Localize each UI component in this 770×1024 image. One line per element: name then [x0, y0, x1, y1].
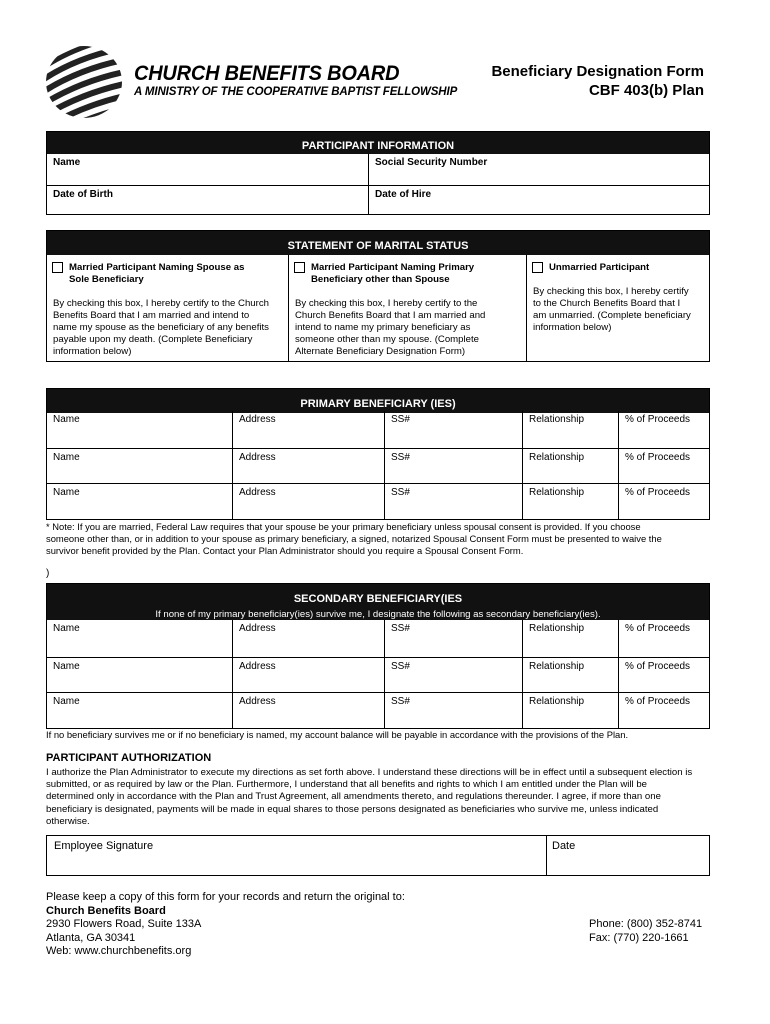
column-label: % of Proceeds: [625, 452, 691, 463]
return-web: Web: www.churchbenefits.org: [46, 945, 192, 957]
authorization-title: PARTICIPANT AUTHORIZATION: [46, 752, 212, 764]
name-field[interactable]: [47, 154, 369, 186]
marital-option-text: By checking this box, I hereby certify to the Church Benefits Board that I am married and intend to name my primary beneficiary as someone other than my spouse. (Complete Alternate Beneficiary Designation Form): [295, 298, 486, 357]
no-beneficiary-note: If no beneficiary survives me or if no beneficiary is named, my account balance will be payable in accordance with the provisions of the Plan.: [46, 729, 629, 740]
phone: Phone: (800) 352-8741: [589, 918, 703, 930]
marital-option-text: By checking this box, I hereby certify to the Church Benefits Board that I am married and intend to name my spouse as the beneficiary of any benefits payable upon my death. (Complete Beneficiary information below): [53, 298, 269, 357]
column-label: Relationship: [529, 623, 585, 634]
marital-option-unmarried: [527, 255, 709, 362]
primary-beneficiary-name-field[interactable]: [47, 484, 233, 519]
secondary-beneficiary-proceeds-field[interactable]: [619, 620, 709, 658]
spousal-consent-note: * Note: If you are married, Federal Law requires that your spouse be your primary beneficiary unless spousal consent is provided. If you choose someone other than, or in addition to your spouse as primary beneficiary, a signed, notarized Spousal Consent Form must be presented to waive the survivor benefit provided by the Plan. Contact your Plan Administrator should you require a Spousal Consent Form.: [46, 521, 662, 556]
primary-beneficiary-proceeds-field[interactable]: [619, 449, 709, 484]
ssn-label: Social Security Number: [375, 157, 488, 168]
secondary-beneficiary-subtitle: If none of my primary beneficiary(ies) survive me, I designate the following as secondary beneficiary(ies).: [155, 609, 601, 620]
primary-beneficiary-name-field[interactable]: [47, 411, 233, 449]
secondary-beneficiary-address-field[interactable]: [233, 658, 385, 693]
dob-field[interactable]: [47, 186, 369, 214]
column-label: Address: [239, 696, 276, 707]
column-label: Address: [239, 414, 276, 425]
dob-label: Date of Birth: [53, 189, 113, 200]
authorization-text: I authorize the Plan Administrator to execute my directions as set forth above. I understand these directions will be in effect until a subsequent election is submitted, or as required by law or the Plan. Furthermore, I understand that all benefits and rights to which I am entitled under the Plan will be determined only in accordance with the Plan and Trust Agreement, all amendments thereto, and regulations thereunder. I agree, if more than one beneficiary is designated, payments will be made in equal shares to those persons designated as beneficiaries who survive me, unless indicated otherwise.: [46, 767, 693, 827]
column-label: Relationship: [529, 661, 585, 672]
secondary-beneficiary-relationship-field[interactable]: [523, 658, 619, 693]
signature-box: [46, 835, 710, 876]
primary-beneficiary-address-field[interactable]: [233, 449, 385, 484]
marital-option-spouse: [47, 255, 289, 362]
contact-info: [589, 918, 702, 945]
column-label: Relationship: [529, 414, 585, 425]
secondary-beneficiary-relationship-field[interactable]: [523, 693, 619, 728]
primary-beneficiary-ss-field[interactable]: [385, 449, 523, 484]
marital-option-heading: Married Participant Naming Primary Beneficiary other than Spouse: [311, 262, 475, 285]
primary-beneficiary-title: PRIMARY BENEFICIARY (IES): [47, 389, 709, 413]
column-label: Name: [53, 452, 80, 463]
column-label: Address: [239, 452, 276, 463]
primary-beneficiary-relationship-field[interactable]: [523, 449, 619, 484]
column-label: % of Proceeds: [625, 661, 691, 672]
hire-date-label: Date of Hire: [375, 189, 432, 200]
primary-beneficiary-name-field[interactable]: [47, 449, 233, 484]
column-label: % of Proceeds: [625, 623, 691, 634]
column-label: SS#: [391, 696, 410, 707]
primary-beneficiary-address-field[interactable]: [233, 484, 385, 519]
marital-option-heading: Married Participant Naming Spouse as Sole Beneficiary: [69, 262, 245, 285]
column-label: Name: [53, 661, 80, 672]
column-label: SS#: [391, 661, 410, 672]
column-label: Relationship: [529, 452, 585, 463]
secondary-beneficiary-address-field[interactable]: [233, 693, 385, 728]
form-title: Beneficiary Designation Form: [491, 63, 704, 80]
primary-beneficiary-section: [46, 388, 710, 520]
marital-status-title: STATEMENT OF MARITAL STATUS: [47, 231, 709, 255]
striped-globe-logo-icon: [44, 44, 130, 120]
participant-info-title: PARTICIPANT INFORMATION: [47, 132, 709, 154]
name-label: Name: [53, 157, 81, 168]
secondary-beneficiary-header: [47, 584, 709, 620]
form-subtitle: CBF 403(b) Plan: [588, 82, 704, 99]
marital-option-text: By checking this box, I hereby certify to the Church Benefits Board that I am unmarried. (Complete beneficiary information below): [533, 286, 691, 333]
hire-date-field[interactable]: [369, 186, 709, 214]
column-label: Address: [239, 487, 276, 498]
return-address: [46, 891, 405, 959]
column-label: % of Proceeds: [625, 414, 691, 425]
column-label: Name: [53, 487, 80, 498]
primary-beneficiary-relationship-field[interactable]: [523, 411, 619, 449]
column-label: Address: [239, 623, 276, 634]
secondary-beneficiary-title: SECONDARY BENEFICIARY(IES: [293, 593, 463, 605]
column-label: SS#: [391, 623, 410, 634]
column-label: Relationship: [529, 487, 585, 498]
return-address-line2: Atlanta, GA 30341: [46, 931, 136, 944]
secondary-beneficiary-ss-field[interactable]: [385, 693, 523, 728]
secondary-beneficiary-ss-field[interactable]: [385, 658, 523, 693]
secondary-beneficiary-proceeds-field[interactable]: [619, 693, 709, 728]
column-label: SS#: [391, 414, 410, 425]
spouse-sole-checkbox[interactable]: [52, 262, 63, 273]
secondary-beneficiary-address-field[interactable]: [233, 620, 385, 658]
secondary-beneficiary-name-field[interactable]: [47, 620, 233, 658]
column-label: Relationship: [529, 696, 585, 707]
secondary-beneficiary-ss-field[interactable]: [385, 620, 523, 658]
primary-beneficiary-proceeds-field[interactable]: [619, 484, 709, 519]
column-label: SS#: [391, 487, 410, 498]
return-org: Church Benefits Board: [46, 904, 166, 917]
column-label: Address: [239, 661, 276, 672]
signature-date-field[interactable]: Date: [552, 840, 576, 852]
primary-beneficiary-ss-field[interactable]: [385, 484, 523, 519]
secondary-beneficiary-proceeds-field[interactable]: [619, 658, 709, 693]
org-name: CHURCH BENEFITS BOARD: [134, 62, 400, 85]
marital-option-other: [289, 255, 527, 362]
secondary-beneficiary-name-field[interactable]: [47, 693, 233, 728]
participant-info-section: [46, 131, 710, 215]
return-address-line1: 2930 Flowers Road, Suite 133A: [46, 918, 202, 930]
primary-beneficiary-address-field[interactable]: [233, 411, 385, 449]
employee-signature-field[interactable]: Employee Signature: [54, 840, 154, 852]
column-label: Name: [53, 696, 80, 707]
primary-beneficiary-ss-field[interactable]: [385, 411, 523, 449]
divider: [546, 836, 547, 875]
column-label: Name: [53, 623, 80, 634]
ssn-field[interactable]: [369, 154, 709, 186]
stray-mark: ): [46, 568, 50, 579]
column-label: Name: [53, 414, 80, 425]
primary-beneficiary-proceeds-field[interactable]: [619, 411, 709, 449]
org-tagline: A MINISTRY OF THE COOPERATIVE BAPTIST FELLOWSHIP: [134, 86, 458, 98]
column-label: SS#: [391, 452, 410, 463]
primary-beneficiary-relationship-field[interactable]: [523, 484, 619, 519]
secondary-beneficiary-section: [46, 583, 710, 729]
secondary-beneficiary-relationship-field[interactable]: [523, 620, 619, 658]
marital-status-section: [46, 230, 710, 362]
primary-other-checkbox[interactable]: [294, 262, 305, 273]
fax: Fax: (770) 220-1661: [589, 931, 689, 944]
secondary-beneficiary-name-field[interactable]: [47, 658, 233, 693]
return-instruction: Please keep a copy of this form for your records and return the original to:: [46, 891, 405, 903]
column-label: % of Proceeds: [625, 696, 691, 707]
column-label: % of Proceeds: [625, 487, 691, 498]
unmarried-checkbox[interactable]: [532, 262, 543, 273]
marital-option-heading: Unmarried Participant: [549, 262, 650, 273]
